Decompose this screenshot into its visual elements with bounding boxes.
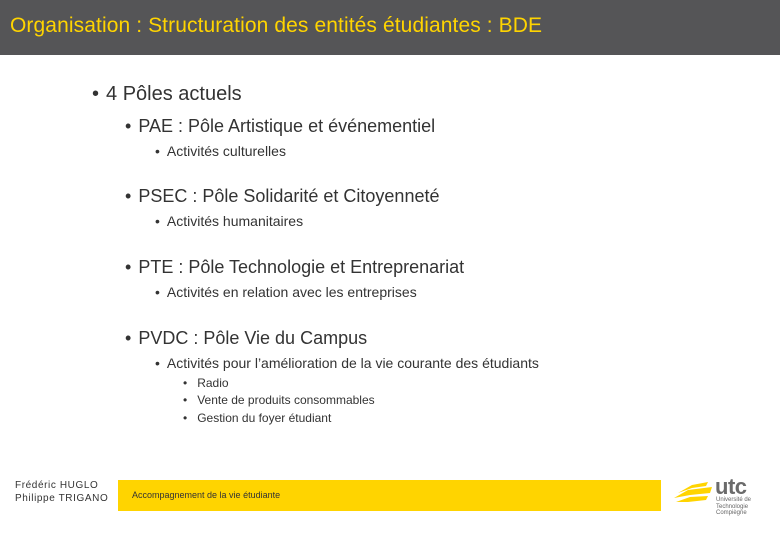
pole-detail-pte xyxy=(155,284,417,300)
bullet-dot: • xyxy=(92,83,100,105)
pole-detail-label: Activités pour l’amélioration de la vie courante des étudiants xyxy=(166,355,539,371)
logo-name: utc xyxy=(715,474,747,499)
sub-item-label: Radio xyxy=(197,376,229,390)
bullet-dot: • xyxy=(125,328,132,348)
logo-subtitle-line: Compiègne xyxy=(716,510,747,516)
pole-detail-label: Activités humanitaires xyxy=(166,213,304,229)
pole-detail-label: Activités en relation avec les entreprises xyxy=(166,284,417,300)
sub-item xyxy=(183,376,229,390)
pole-detail-label: Activités culturelles xyxy=(166,143,286,159)
bullet-dot: • xyxy=(155,284,160,300)
sub-item xyxy=(183,393,375,407)
footer-band xyxy=(118,480,661,511)
pole-detail-pae xyxy=(155,143,286,159)
bullet-dot: • xyxy=(183,376,188,390)
sub-item-label: Vente de produits consommables xyxy=(197,393,375,407)
bullet-dot: • xyxy=(155,213,160,229)
bullet-heading xyxy=(92,83,242,106)
heading-text: 4 Pôles actuels xyxy=(106,83,242,105)
logo-subtitle-line: Université de Technologie xyxy=(716,497,752,510)
pole-item-pte xyxy=(125,257,464,278)
footer-authors xyxy=(15,479,108,505)
bullet-dot: • xyxy=(125,186,132,206)
bullet-dot: • xyxy=(125,257,132,277)
footer-band-text: Accompagnement de la vie étudiante xyxy=(132,490,281,500)
title-bar xyxy=(0,0,780,55)
pole-label: PAE : Pôle Artistique et événementiel xyxy=(138,116,436,136)
pole-item-psec xyxy=(125,186,439,207)
bullet-dot: • xyxy=(155,355,160,371)
pole-label: PTE : Pôle Technologie et Entreprenariat xyxy=(138,257,465,277)
utc-logo xyxy=(672,472,772,516)
bullet-dot: • xyxy=(155,143,160,159)
sub-item-label: Gestion du foyer étudiant xyxy=(197,411,332,425)
pole-detail-pvdc xyxy=(155,355,539,371)
author-name: Frédéric HUGLO xyxy=(15,480,99,491)
pole-label: PSEC : Pôle Solidarité et Citoyenneté xyxy=(138,186,440,206)
slide-title: Organisation : Structuration des entités étudiantes : BDE xyxy=(10,14,543,37)
pole-item-pae xyxy=(125,116,435,137)
pole-detail-psec xyxy=(155,213,303,229)
bullet-dot: • xyxy=(183,411,188,425)
pole-item-pvdc xyxy=(125,328,367,349)
utc-logo-mark-icon xyxy=(672,478,714,508)
author-name: Philippe TRIGANO xyxy=(15,493,109,504)
bullet-dot: • xyxy=(183,393,188,407)
sub-item xyxy=(183,411,331,425)
pole-label: PVDC : Pôle Vie du Campus xyxy=(138,328,368,348)
bullet-dot: • xyxy=(125,116,132,136)
logo-subtitle xyxy=(716,497,772,517)
